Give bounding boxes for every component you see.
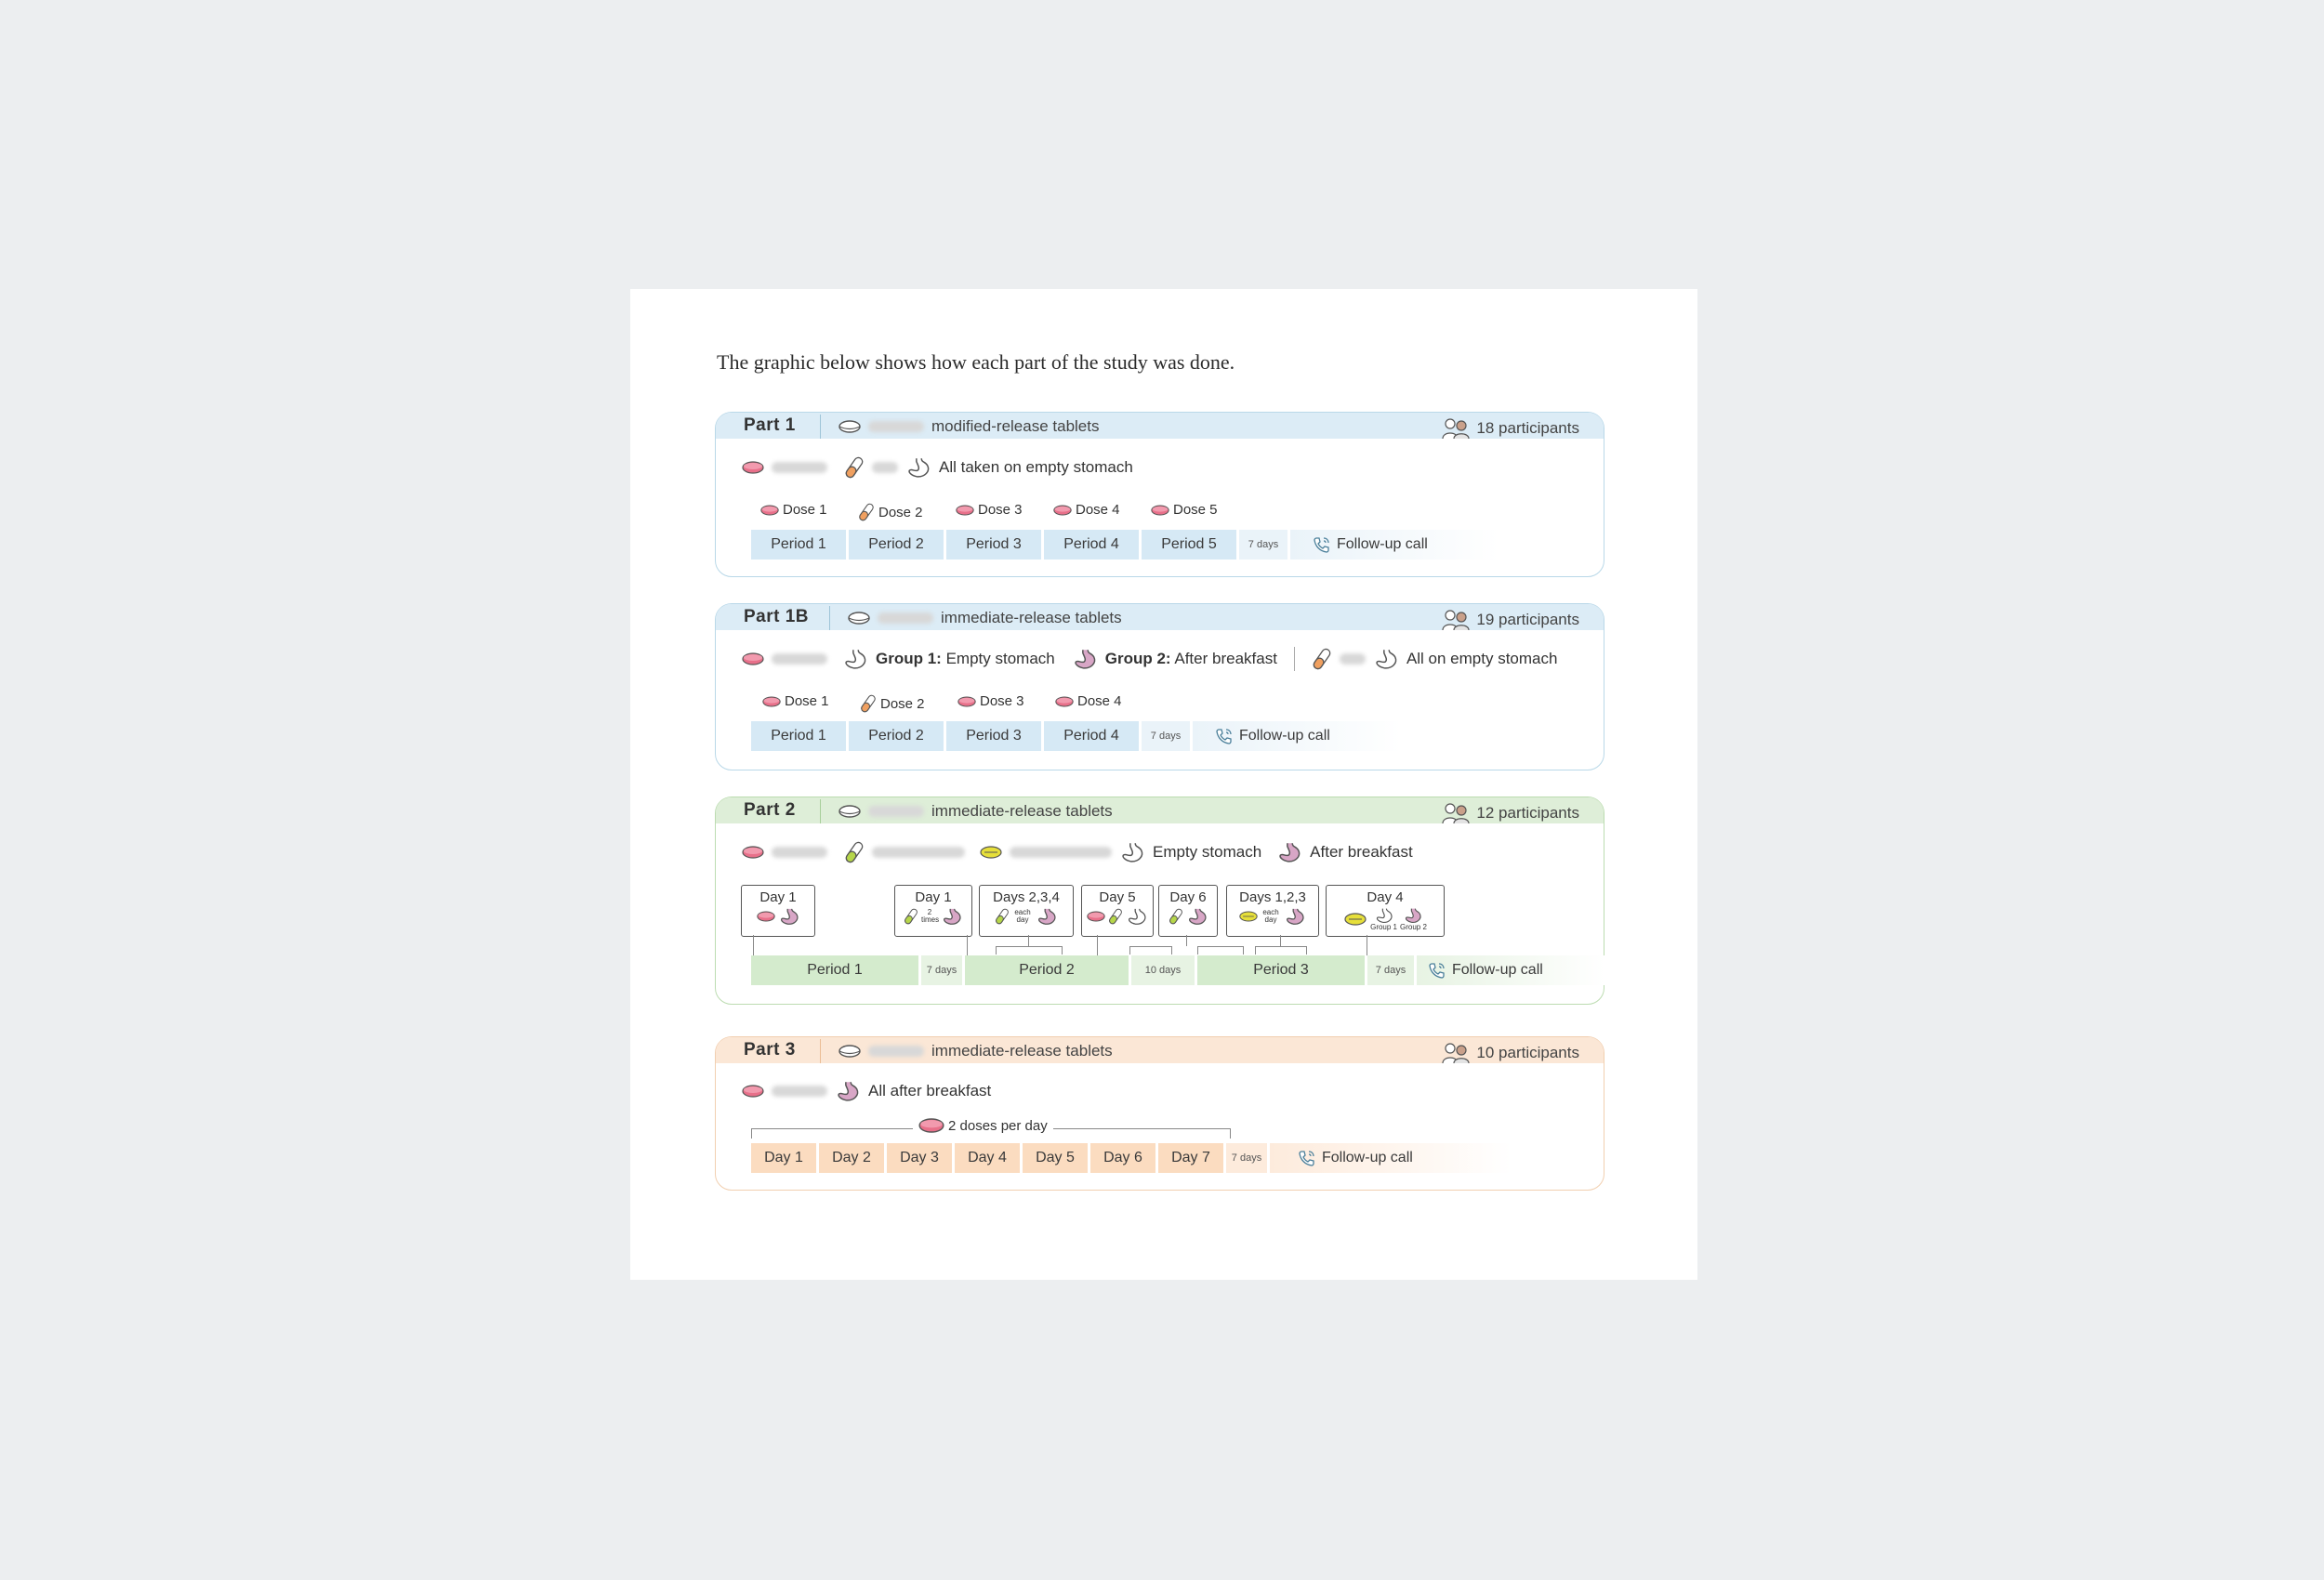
redacted-drug-name: [1340, 653, 1366, 665]
gap-7-days: 7 days: [1239, 530, 1287, 560]
part-1b-header: [716, 604, 1604, 630]
part-1b-type: immediate-release tablets: [848, 609, 1122, 627]
pink-tablet-icon: [956, 505, 974, 516]
pink-tablet-icon: [1055, 696, 1074, 707]
redacted-drug-name: [772, 462, 827, 473]
dose-3: Dose 3: [956, 502, 1023, 518]
green-capsule-icon: [995, 907, 1010, 926]
part-1-title: Part 1: [744, 415, 796, 435]
redacted-drug-name: [872, 462, 898, 473]
part-2-panel: [715, 797, 1604, 1005]
dose-2: Dose 2: [860, 693, 925, 714]
yellow-tablet-icon: [980, 846, 1002, 859]
phone-icon: [1298, 1149, 1316, 1167]
part-3-header: [716, 1037, 1604, 1063]
day-6: Day 6: [1090, 1143, 1155, 1173]
pink-tablet-icon: [1053, 505, 1072, 516]
redacted-drug-name: [772, 847, 827, 858]
part-1-legend-text: All taken on empty stomach: [939, 458, 1133, 476]
pink-tablet-icon: [742, 846, 764, 859]
period-2: Period 2: [849, 721, 944, 751]
redacted-drug-name: [868, 806, 924, 817]
people-icon: [1441, 417, 1472, 440]
orange-capsule-icon: [1312, 647, 1332, 671]
period-3: Period 3: [946, 721, 1041, 751]
empty-stomach-icon: [1373, 648, 1399, 670]
people-icon: [1441, 1042, 1472, 1064]
day-7: Day 7: [1158, 1143, 1223, 1173]
part-3-title: Part 3: [744, 1040, 796, 1060]
part-3-timeline: [751, 1143, 1512, 1173]
part-1b-panel: [715, 603, 1604, 770]
follow-up-call: Follow-up call: [1417, 955, 1604, 985]
part-1-legend: [742, 455, 1133, 480]
full-stomach-icon: [1403, 907, 1423, 924]
pink-tablet-icon: [757, 911, 775, 922]
empty-stomach-icon: [1119, 841, 1145, 863]
gap-7-days: 7 days: [1142, 721, 1190, 751]
tablet-icon: [838, 1045, 861, 1058]
dose-4: Dose 4: [1053, 502, 1120, 518]
part-2-title: Part 2: [744, 800, 796, 820]
day-4: Day 4: [955, 1143, 1020, 1173]
orange-capsule-icon: [858, 502, 875, 522]
day-1: Day 1: [751, 1143, 816, 1173]
part-1-participants: 18 participants: [1441, 417, 1579, 440]
day-5: Day 5: [1023, 1143, 1088, 1173]
period-3: Period 3: [1197, 955, 1365, 985]
day-box: Day 1 2 times: [894, 885, 972, 937]
full-stomach-icon: [778, 907, 800, 926]
pink-tablet-icon: [742, 1085, 764, 1098]
period-2: Period 2: [965, 955, 1129, 985]
day-box: Day 1: [741, 885, 815, 937]
full-stomach-icon: [1036, 907, 1058, 926]
tablet-icon: [838, 420, 861, 433]
part-3-participants: 10 participants: [1441, 1042, 1579, 1064]
pink-tablet-icon: [742, 461, 764, 474]
tablet-icon: [848, 612, 870, 625]
green-capsule-icon: [904, 907, 918, 926]
pink-tablet-icon: [1087, 911, 1105, 922]
dose-5: Dose 5: [1151, 502, 1218, 518]
tablet-icon: [838, 805, 861, 818]
dose-3: Dose 3: [957, 693, 1024, 709]
day-box: Day 4 Group 1 Group 2: [1326, 885, 1445, 937]
part-2-legend: Empty stomach After breakfast: [742, 840, 1413, 864]
period-1: Period 1: [751, 721, 846, 751]
part-1b-title: Part 1B: [744, 607, 810, 626]
green-capsule-icon: [1169, 907, 1183, 926]
people-icon: [1441, 802, 1472, 824]
period-4: Period 4: [1044, 530, 1139, 560]
orange-capsule-icon: [844, 455, 865, 480]
part-1b-timeline: [751, 721, 1401, 751]
phone-icon: [1313, 535, 1331, 554]
part-3-type: immediate-release tablets: [838, 1042, 1113, 1060]
part-1b-legend: Group 1: Empty stomach Group 2: After breakfast All on empty stomach: [742, 647, 1557, 671]
redacted-drug-name: [868, 421, 924, 432]
redacted-drug-name: [872, 847, 965, 858]
gap-7-days: 7 days: [1226, 1143, 1267, 1173]
redacted-drug-name: [772, 653, 827, 665]
day-box: Day 5: [1081, 885, 1154, 937]
phone-icon: [1215, 727, 1234, 745]
full-stomach-icon: [1186, 907, 1208, 926]
gap-10-days: 10 days: [1131, 955, 1195, 985]
period-5: Period 5: [1142, 530, 1236, 560]
period-1: Period 1: [751, 530, 846, 560]
empty-stomach-icon: [1126, 907, 1148, 926]
period-3: Period 3: [946, 530, 1041, 560]
day-box: Days 1,2,3 each day: [1226, 885, 1319, 937]
dose-1: Dose 1: [760, 502, 827, 518]
redacted-drug-name: [868, 1046, 924, 1057]
intro-text: The graphic below shows how each part of the study was done.: [717, 350, 1235, 374]
empty-stomach-icon: [842, 648, 868, 670]
phone-icon: [1428, 961, 1446, 980]
empty-stomach-icon: [905, 456, 931, 479]
dose-4: Dose 4: [1055, 693, 1122, 709]
pink-tablet-icon: [957, 696, 976, 707]
part-1-timeline: [751, 530, 1499, 560]
full-stomach-icon: [1072, 648, 1098, 670]
doses-per-day-label: 2 doses per day: [913, 1117, 1053, 1134]
green-capsule-icon: [1108, 907, 1123, 926]
full-stomach-icon: [941, 907, 963, 926]
people-icon: [1441, 609, 1472, 631]
redacted-drug-name: [878, 612, 933, 624]
part-1-type-label: modified-release tablets: [931, 417, 1100, 435]
day-3: Day 3: [887, 1143, 952, 1173]
redacted-drug-name: [772, 1086, 827, 1097]
pink-tablet-icon: [742, 652, 764, 665]
day-box: Days 2,3,4 each day: [979, 885, 1074, 937]
part-1b-doses: [716, 693, 1604, 712]
part-2-type: immediate-release tablets: [838, 802, 1113, 821]
follow-up-call: Follow-up call: [1270, 1143, 1512, 1173]
part-1-doses: [716, 502, 1604, 520]
part-3-panel: [715, 1036, 1604, 1191]
period-4: Period 4: [1044, 721, 1139, 751]
part-2-timeline: [751, 955, 1604, 985]
follow-up-call: Follow-up call: [1290, 530, 1499, 560]
empty-stomach-icon: [1374, 907, 1394, 924]
study-design-page: [630, 289, 1697, 1280]
pink-tablet-icon: [1151, 505, 1169, 516]
part-1-header: [716, 413, 1604, 439]
pink-tablet-icon: [762, 696, 781, 707]
part-2-header: [716, 797, 1604, 823]
orange-capsule-icon: [860, 693, 877, 714]
gap-7-days: 7 days: [1367, 955, 1414, 985]
part-1-type: [838, 417, 1099, 436]
follow-up-call: Follow-up call: [1193, 721, 1401, 751]
part-2-participants: 12 participants: [1441, 802, 1579, 824]
day-box: Day 6: [1158, 885, 1218, 937]
period-2: Period 2: [849, 530, 944, 560]
pink-yellow-tablets-icon: [1343, 913, 1367, 926]
full-stomach-icon: [1276, 841, 1302, 863]
part-3-legend: All after breakfast: [742, 1080, 991, 1102]
gap-7-days: 7 days: [921, 955, 962, 985]
yellow-tablet-icon: [1239, 911, 1258, 922]
dose-2: Dose 2: [858, 502, 923, 522]
day-2: Day 2: [819, 1143, 884, 1173]
redacted-drug-name: [1010, 847, 1112, 858]
part-1-panel: [715, 412, 1604, 577]
green-capsule-icon: [844, 840, 865, 864]
full-stomach-icon: [835, 1080, 861, 1102]
pink-tablet-icon: [760, 505, 779, 516]
period-1: Period 1: [751, 955, 918, 985]
two-pink-tablets-icon: [918, 1117, 944, 1134]
dose-1: Dose 1: [762, 693, 829, 709]
full-stomach-icon: [1284, 907, 1306, 926]
part-1b-participants: 19 participants: [1441, 609, 1579, 631]
